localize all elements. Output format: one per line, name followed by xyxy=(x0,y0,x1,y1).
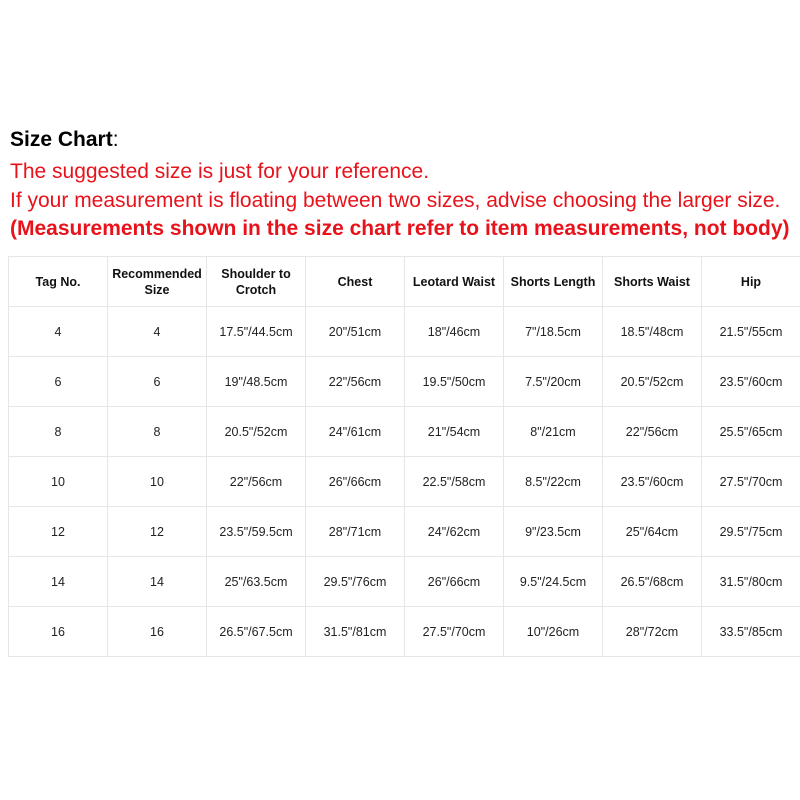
column-header: Shorts Length xyxy=(504,257,603,307)
title-text: Size Chart xyxy=(10,128,113,151)
table-cell: 10"/26cm xyxy=(504,607,603,657)
table-cell: 20.5"/52cm xyxy=(603,357,702,407)
table-cell: 6 xyxy=(9,357,108,407)
note-larger-size: If your measurement is floating between two sizes, advise choosing the larger size. xyxy=(10,189,781,212)
table-cell: 19"/48.5cm xyxy=(207,357,306,407)
table-cell: 18"/46cm xyxy=(405,307,504,357)
table-cell: 10 xyxy=(9,457,108,507)
table-cell: 26"/66cm xyxy=(306,457,405,507)
table-cell: 26"/66cm xyxy=(405,557,504,607)
note-reference: The suggested size is just for your reference. xyxy=(10,160,430,183)
column-header: Chest xyxy=(306,257,405,307)
table-row xyxy=(9,457,800,507)
table-cell: 7"/18.5cm xyxy=(504,307,603,357)
table-cell: 27.5"/70cm xyxy=(405,607,504,657)
table-cell: 26.5"/68cm xyxy=(603,557,702,607)
table-cell: 25"/63.5cm xyxy=(207,557,306,607)
table-cell: 31.5"/80cm xyxy=(702,557,800,607)
table-cell: 28"/71cm xyxy=(306,507,405,557)
table-cell: 22.5"/58cm xyxy=(405,457,504,507)
table-cell: 24"/62cm xyxy=(405,507,504,557)
table-cell: 6 xyxy=(108,357,207,407)
table-cell: 23.5"/60cm xyxy=(702,357,800,407)
table-cell: 14 xyxy=(108,557,207,607)
table-cell: 9.5"/24.5cm xyxy=(504,557,603,607)
table-cell: 8"/21cm xyxy=(504,407,603,457)
column-header: Leotard Waist xyxy=(405,257,504,307)
table-cell: 26.5"/67.5cm xyxy=(207,607,306,657)
column-header: Tag No. xyxy=(9,257,108,307)
table-cell: 12 xyxy=(108,507,207,557)
table-cell: 12 xyxy=(9,507,108,557)
table-cell: 20"/51cm xyxy=(306,307,405,357)
table-cell: 17.5"/44.5cm xyxy=(207,307,306,357)
column-header: Shorts Waist xyxy=(603,257,702,307)
column-header: Hip xyxy=(702,257,800,307)
table-cell: 22"/56cm xyxy=(603,407,702,457)
table-cell: 22"/56cm xyxy=(207,457,306,507)
title-colon: : xyxy=(112,128,119,151)
table-cell: 4 xyxy=(9,307,108,357)
note-item-measurements: (Measurements shown in the size chart refer to item measurements, not body) xyxy=(10,217,790,240)
table-row xyxy=(9,307,800,357)
table-cell: 20.5"/52cm xyxy=(207,407,306,457)
table-row xyxy=(9,607,800,657)
table-cell: 33.5"/85cm xyxy=(702,607,800,657)
table-cell: 28"/72cm xyxy=(603,607,702,657)
table-cell: 9"/23.5cm xyxy=(504,507,603,557)
table-cell: 8 xyxy=(108,407,207,457)
table-cell: 31.5"/81cm xyxy=(306,607,405,657)
table-body xyxy=(9,307,800,657)
table-cell: 29.5"/75cm xyxy=(702,507,800,557)
table-cell: 19.5"/50cm xyxy=(405,357,504,407)
table-row xyxy=(9,507,800,557)
table-cell: 27.5"/70cm xyxy=(702,457,800,507)
table-header-row xyxy=(9,257,800,307)
table-cell: 16 xyxy=(9,607,108,657)
table-cell: 14 xyxy=(9,557,108,607)
table-cell: 29.5"/76cm xyxy=(306,557,405,607)
column-header: Recommended Size xyxy=(108,257,207,307)
table-cell: 7.5"/20cm xyxy=(504,357,603,407)
table-cell: 25"/64cm xyxy=(603,507,702,557)
table-cell: 4 xyxy=(108,307,207,357)
table-cell: 22"/56cm xyxy=(306,357,405,407)
table-cell: 24"/61cm xyxy=(306,407,405,457)
table-cell: 23.5"/59.5cm xyxy=(207,507,306,557)
table-cell: 8 xyxy=(9,407,108,457)
table-cell: 10 xyxy=(108,457,207,507)
table-cell: 18.5"/48cm xyxy=(603,307,702,357)
table-cell: 23.5"/60cm xyxy=(603,457,702,507)
table-cell: 16 xyxy=(108,607,207,657)
table-cell: 8.5"/22cm xyxy=(504,457,603,507)
table-row xyxy=(9,407,800,457)
column-header: Shoulder to Crotch xyxy=(207,257,306,307)
table-cell: 21"/54cm xyxy=(405,407,504,457)
table-row xyxy=(9,557,800,607)
table-row xyxy=(9,357,800,407)
size-chart-title xyxy=(10,128,119,152)
table-cell: 25.5"/65cm xyxy=(702,407,800,457)
table-cell: 21.5"/55cm xyxy=(702,307,800,357)
size-table xyxy=(8,256,800,657)
